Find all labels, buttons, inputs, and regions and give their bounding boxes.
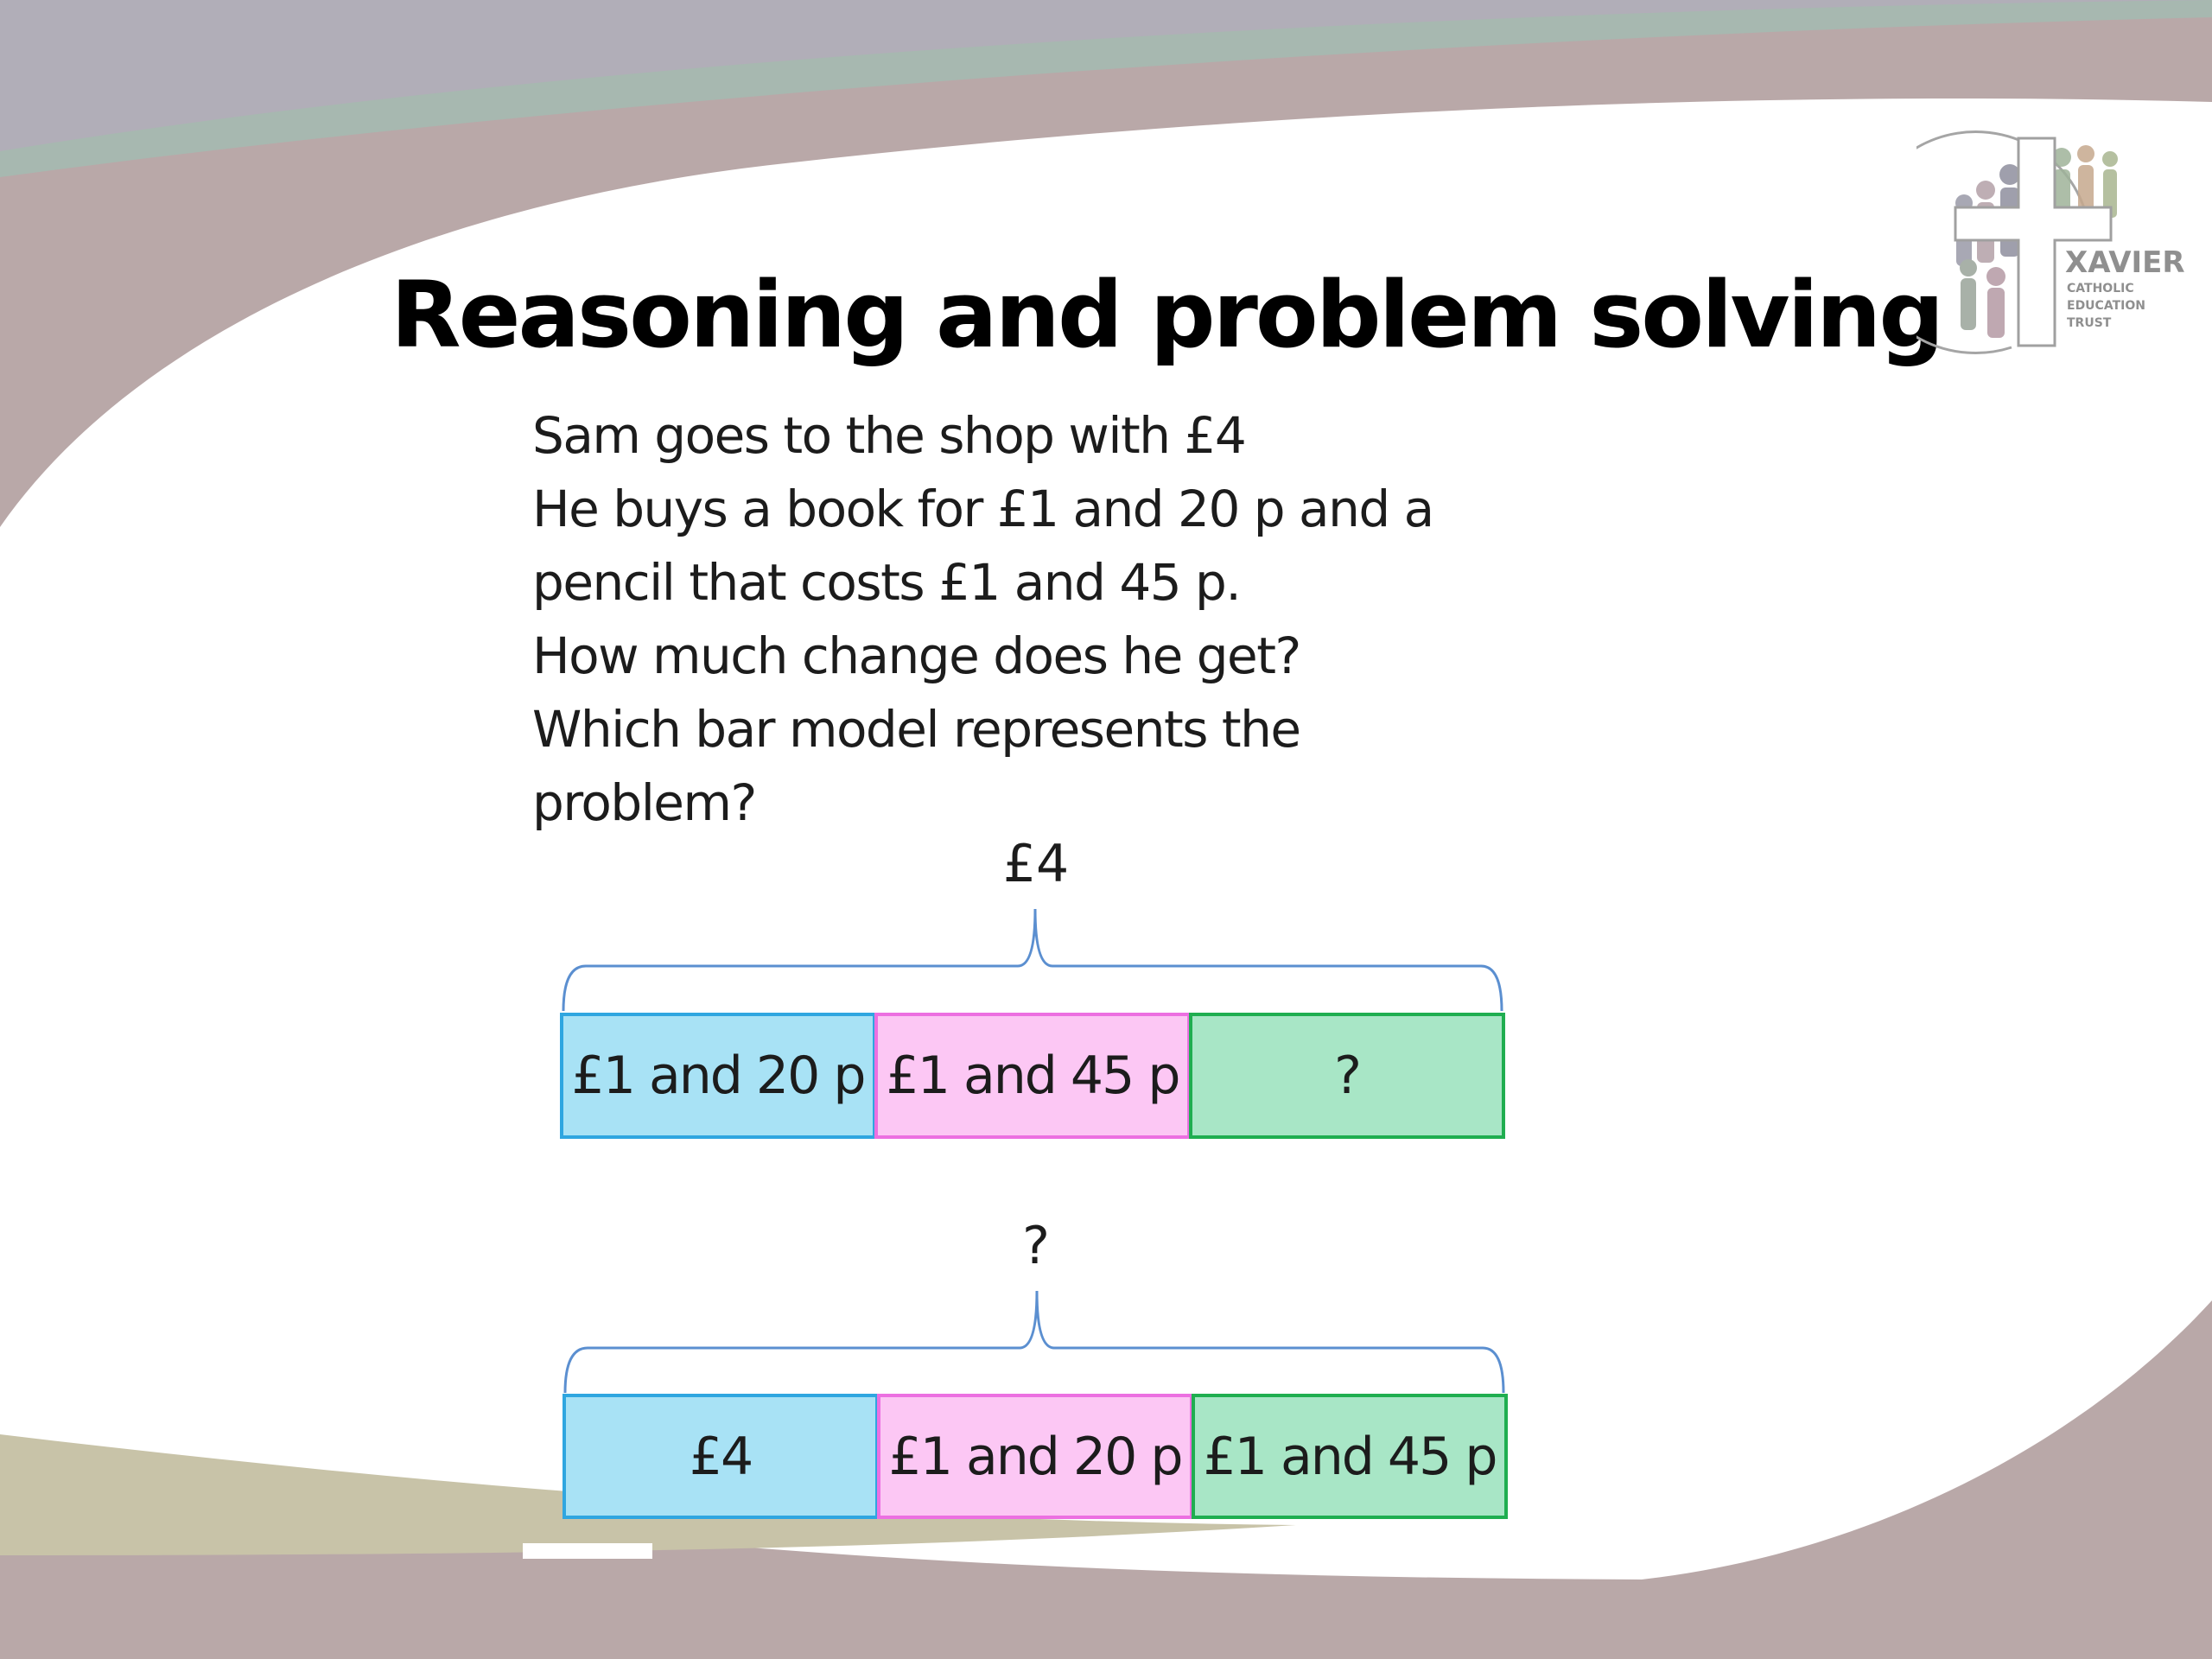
xavier-trust-logo	[1916, 121, 2193, 363]
bar-model-2-part-1: £4	[563, 1394, 879, 1519]
bar-model-2-part-3: £1 and 45 p	[1192, 1394, 1508, 1519]
bar-model-1-brace	[560, 907, 1507, 1020]
question-line-5: Which bar model represents the	[532, 700, 1300, 759]
logo-sub-3: TRUST	[2067, 316, 2112, 330]
bar-model-1-part-2: £1 and 45 p	[874, 1013, 1191, 1139]
bar-model-2-brace	[562, 1289, 1509, 1402]
logo-name: XAVIER	[2065, 245, 2185, 280]
question-line-6: problem?	[532, 773, 756, 832]
question-line-4: How much change does he get?	[532, 626, 1300, 685]
question-line-2: He buys a book for £1 and 20 p and a	[532, 480, 1433, 538]
logo-sub-2: EDUCATION	[2067, 299, 2145, 313]
bar-model-1-total-label: £4	[1002, 834, 1070, 894]
bar-model-2-part-2: £1 and 20 p	[877, 1394, 1193, 1519]
bar-model-2-total-label: ?	[1022, 1216, 1050, 1276]
question-line-3: pencil that costs £1 and 45 p.	[532, 553, 1241, 612]
logo-sub-1: CATHOLIC	[2067, 282, 2134, 296]
bar-model-1-part-3: ?	[1189, 1013, 1505, 1139]
slide-title: Reasoning and problem solving	[391, 262, 1942, 368]
question-line-1: Sam goes to the shop with £4	[532, 406, 1246, 465]
bar-model-1-part-1: £1 and 20 p	[560, 1013, 876, 1139]
